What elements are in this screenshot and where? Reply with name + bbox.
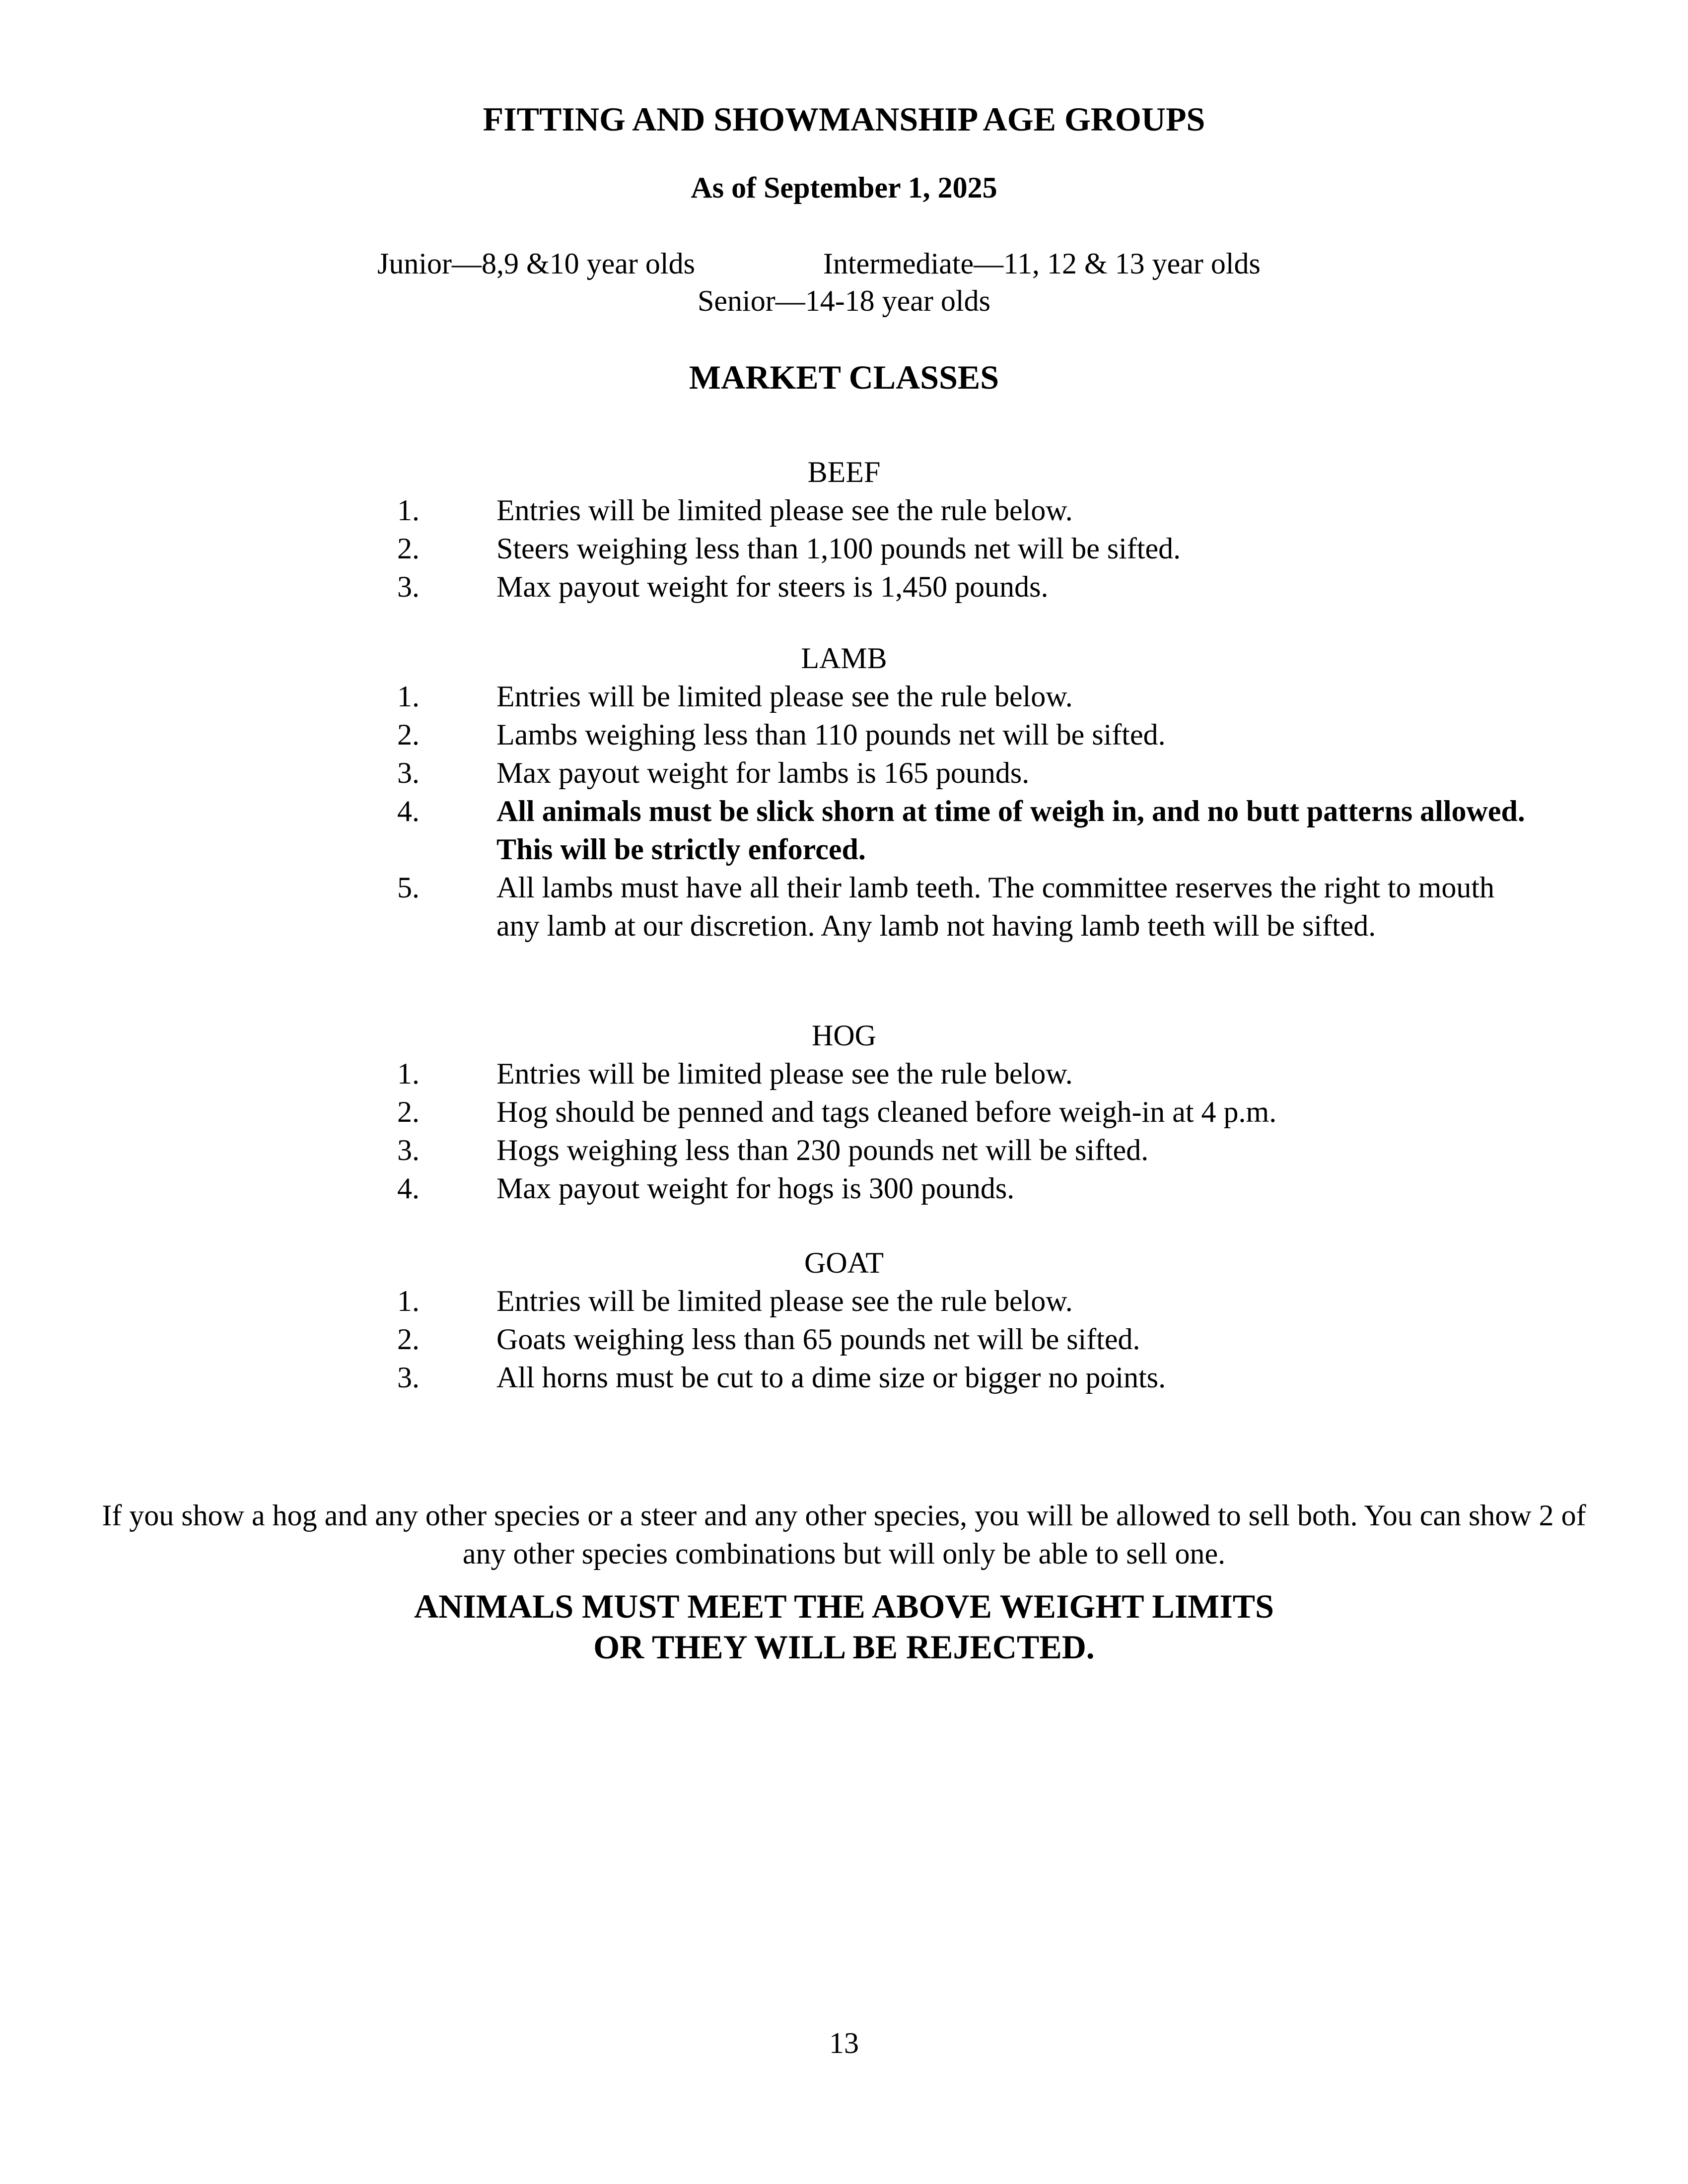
- list-item-text: Entries will be limited please see the rule below.: [496, 1285, 1073, 1317]
- list-item-number: 5.: [397, 871, 420, 904]
- list-item-number: 3.: [397, 570, 420, 603]
- list-item-text: Hogs weighing less than 230 pounds net will be sifted.: [496, 1134, 1149, 1166]
- list-item-number: 1.: [397, 1285, 420, 1317]
- list-item-number: 4.: [397, 1172, 420, 1205]
- list-item-text: All animals must be slick shorn at time of weigh in, and no butt patterns allowed. This will be strictly enforced.: [496, 795, 1525, 866]
- list-item-text: Max payout weight for lambs is 165 pounds.: [496, 756, 1030, 789]
- goat-heading: GOAT: [804, 1246, 884, 1279]
- weight-limit-warning: [0, 1586, 1688, 1667]
- list-item-text: Max payout weight for hogs is 300 pounds.: [496, 1172, 1015, 1205]
- lamb-heading: LAMB: [801, 642, 887, 675]
- list-item-number: 3.: [397, 1134, 420, 1166]
- list-item-number: 2.: [397, 532, 420, 565]
- hog-heading: HOG: [812, 1019, 876, 1052]
- warning-line-2: OR THEY WILL BE REJECTED.: [593, 1628, 1095, 1666]
- age-group-junior: Junior—8,9 &10 year olds: [377, 247, 695, 280]
- list-item-text: All lambs must have all their lamb teeth. The committee reserves the right to mouth any lamb at our discretion. Any lamb not having lamb teeth will be sifted.: [496, 871, 1495, 942]
- page-title: FITTING AND SHOWMANSHIP AGE GROUPS: [483, 100, 1205, 138]
- age-group-senior: Senior—14-18 year olds: [698, 284, 990, 317]
- list-item-text: Hog should be penned and tags cleaned before weigh-in at 4 p.m.: [496, 1095, 1277, 1128]
- beef-heading: BEEF: [807, 456, 881, 488]
- list-item-number: 3.: [397, 1361, 420, 1394]
- list-item-number: 4.: [397, 795, 420, 827]
- list-item-text: Entries will be limited please see the rule below.: [496, 680, 1073, 713]
- list-item-number: 2.: [397, 1323, 420, 1356]
- list-item-text: Lambs weighing less than 110 pounds net will be sifted.: [496, 718, 1166, 751]
- list-item-number: 2.: [397, 1095, 420, 1128]
- list-item-text: All horns must be cut to a dime size or bigger no points.: [496, 1361, 1166, 1394]
- list-item-text: Entries will be limited please see the rule below.: [496, 494, 1073, 527]
- list-item-number: 3.: [397, 756, 420, 789]
- list-item-number: 1.: [397, 494, 420, 527]
- market-classes-heading: MARKET CLASSES: [689, 358, 999, 396]
- list-item-text: Max payout weight for steers is 1,450 pounds.: [496, 570, 1049, 603]
- age-group-intermediate: Intermediate—11, 12 & 13 year olds: [823, 247, 1261, 280]
- list-item-number: 1.: [397, 680, 420, 713]
- list-item-text: Entries will be limited please see the rule below.: [496, 1057, 1073, 1090]
- list-item-text: Steers weighing less than 1,100 pounds net will be sifted.: [496, 532, 1181, 565]
- page-subtitle: As of September 1, 2025: [691, 171, 997, 204]
- list-item-text: Goats weighing less than 65 pounds net will be sifted.: [496, 1323, 1140, 1356]
- list-item-number: 2.: [397, 718, 420, 751]
- page-number: 13: [829, 2027, 859, 2059]
- list-item-number: 1.: [397, 1057, 420, 1090]
- warning-line-1: ANIMALS MUST MEET THE ABOVE WEIGHT LIMITS: [414, 1587, 1274, 1625]
- sale-rule-note: If you show a hog and any other species or a steer and any other species, you will be allowed to sell both. You can show 2 of any other species combinations but will only be able to sell one.: [102, 1499, 1586, 1570]
